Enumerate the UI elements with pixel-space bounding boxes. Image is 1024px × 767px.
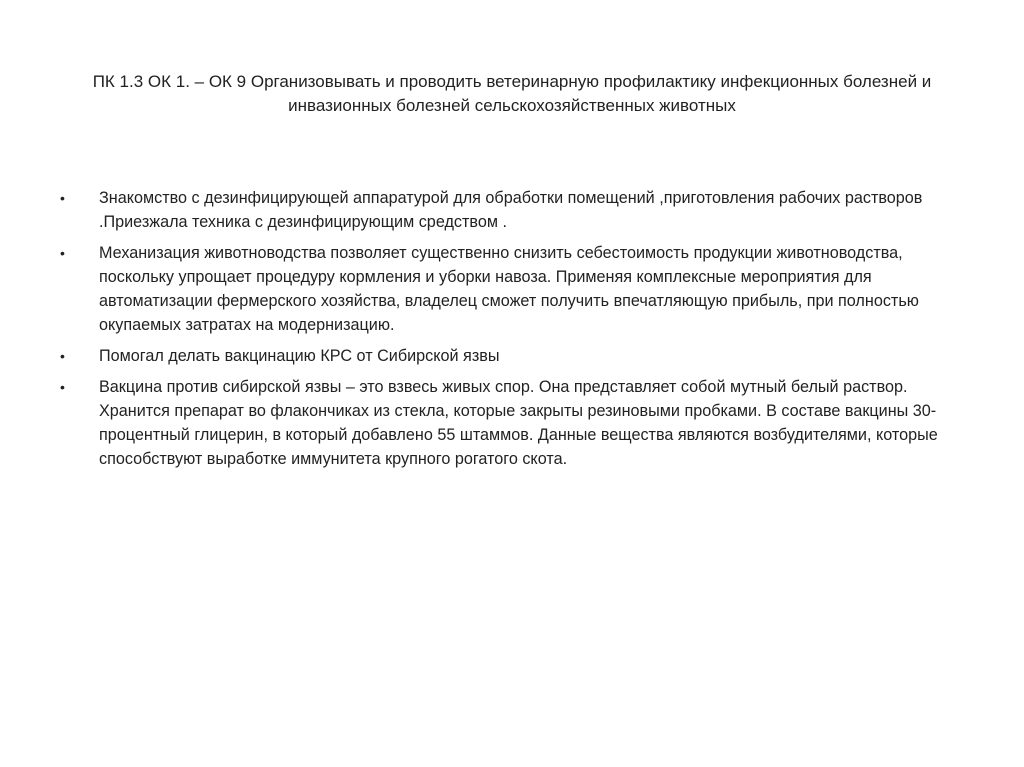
bullet-text: Знакомство с дезинфицирующей аппаратурой для обработки помещений ,приготовления рабочих растворов .Приезжала техника с дезинфицирующим средством . bbox=[99, 189, 923, 231]
list-item bbox=[60, 344, 960, 368]
list-item bbox=[60, 375, 960, 471]
bullet-icon: • bbox=[60, 245, 65, 261]
list-item bbox=[60, 186, 960, 234]
slide-title: ПК 1.3 ОК 1. – ОК 9 Организовывать и проводить ветеринарную профилактику инфекционных болезней и инвазионных болезней сельскохозяйственных животных bbox=[92, 72, 932, 115]
list-item bbox=[60, 241, 960, 337]
bullet-list bbox=[60, 186, 960, 478]
bullet-icon: • bbox=[60, 190, 65, 206]
bullet-text: Механизация животноводства позволяет существенно снизить себестоимость продукции животноводства, поскольку упрощает процедуру кормления и уборки навоза. Применяя комплексные мероприятия для автоматизации фермерского хозяйства, владелец сможет получить впечатляющую прибыль, при полностью окупаемых затратах на модернизацию. bbox=[99, 244, 919, 334]
bullet-text: Помогал делать вакцинацию КРС от Сибирской язвы bbox=[99, 347, 500, 365]
bullet-icon: • bbox=[60, 348, 65, 364]
bullet-text: Вакцина против сибирской язвы – это взвесь живых спор. Она представляет собой мутный белый раствор. Хранится препарат во флакончиках из стекла, которые закрыты резиновыми пробками. В составе вакцины 30-процентный глицерин, в который добавлено 55 штаммов. Данные вещества являются возбудителями, которые способствуют выработке иммунитета крупного рогатого скота. bbox=[99, 378, 938, 468]
bullet-icon: • bbox=[60, 379, 65, 395]
